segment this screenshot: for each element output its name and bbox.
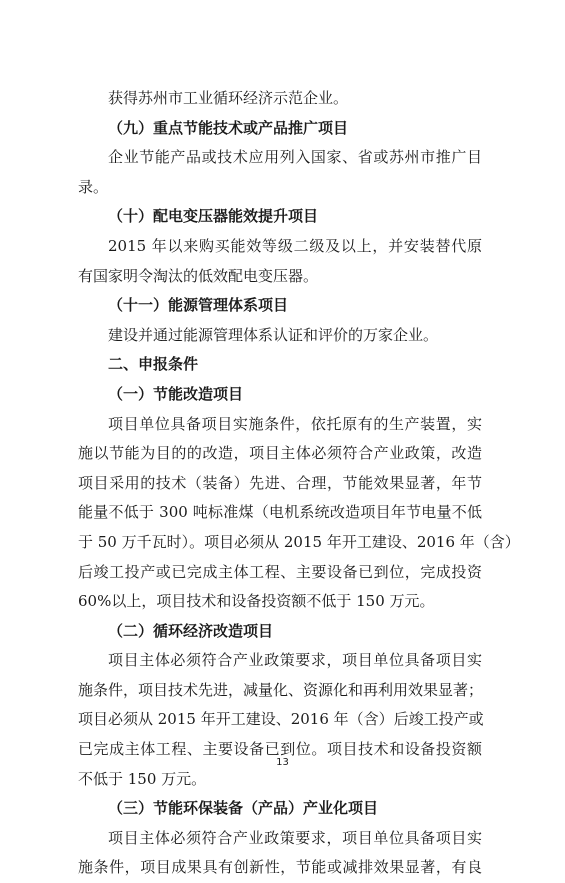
section-heading: （九）重点节能技术或产品推广项目 [108,118,349,137]
paragraph-line: 施条件，项目成果具有创新性，节能或减排效果显著，有良 [78,858,482,877]
section-heading: 二、申报条件 [108,355,199,374]
paragraph-line: 有国家明令淘汰的低效配电变压器。 [78,266,319,285]
paragraph-line: 能量不低于 300 吨标准煤（电机系统改造项目年节电量不低 [78,503,482,522]
section-heading: （二）循环经济改造项目 [108,621,274,640]
paragraph-line: 施条件，项目技术先进，减量化、资源化和再利用效果显著； [78,680,484,699]
paragraph-line: 于 50 万千瓦时）。项目必须从 2015 年开工建设、2016 年（含） [78,532,520,551]
section-heading: （十）配电变压器能效提升项目 [108,207,319,226]
paragraph-line: 已完成主体工程、主要设备已到位。项目技术和设备投资额 [78,740,482,759]
paragraph-line: 后竣工投产或已完成主体工程、主要设备已到位，完成投资 [78,562,482,581]
paragraph-line: 60%以上，项目技术和设备投资额不低于 150 万元。 [78,592,435,611]
paragraph-line: 项目主体必须符合产业政策要求，项目单位具备项目实 [108,828,482,847]
paragraph-line: 获得苏州市工业循环经济示范企业。 [108,89,349,107]
paragraph-line: 项目必须从 2015 年开工建设、2016 年（含）后竣工投产或 [78,710,484,729]
section-heading: （十一）能源管理体系项目 [108,296,289,315]
paragraph-line: 企业节能产品或技术应用列入国家、省或苏州市推广目 [108,148,482,167]
page-number: 13 [276,757,289,768]
paragraph-line: 项目主体必须符合产业政策要求，项目单位具备项目实 [108,651,482,670]
paragraph-line: 不低于 150 万元。 [78,769,207,788]
paragraph-line: 施以节能为目的的改造，项目主体必须符合产业政策，改造 [78,444,482,463]
section-heading: （三）节能环保装备（产品）产业化项目 [108,799,379,818]
paragraph-line: 项目单位具备项目实施条件，依托原有的生产装置，实 [108,414,482,433]
paragraph-line: 建设并通过能源管理体系认证和评价的万家企业。 [108,325,439,344]
section-heading: （一）节能改造项目 [108,384,244,403]
paragraph-line: 项目采用的技术（装备）先进、合理，节能效果显著，年节 [78,473,482,492]
paragraph-line: 录。 [78,177,109,196]
paragraph-line: 2015 年以来购买能效等级二级及以上，并安装替代原 [108,236,482,255]
